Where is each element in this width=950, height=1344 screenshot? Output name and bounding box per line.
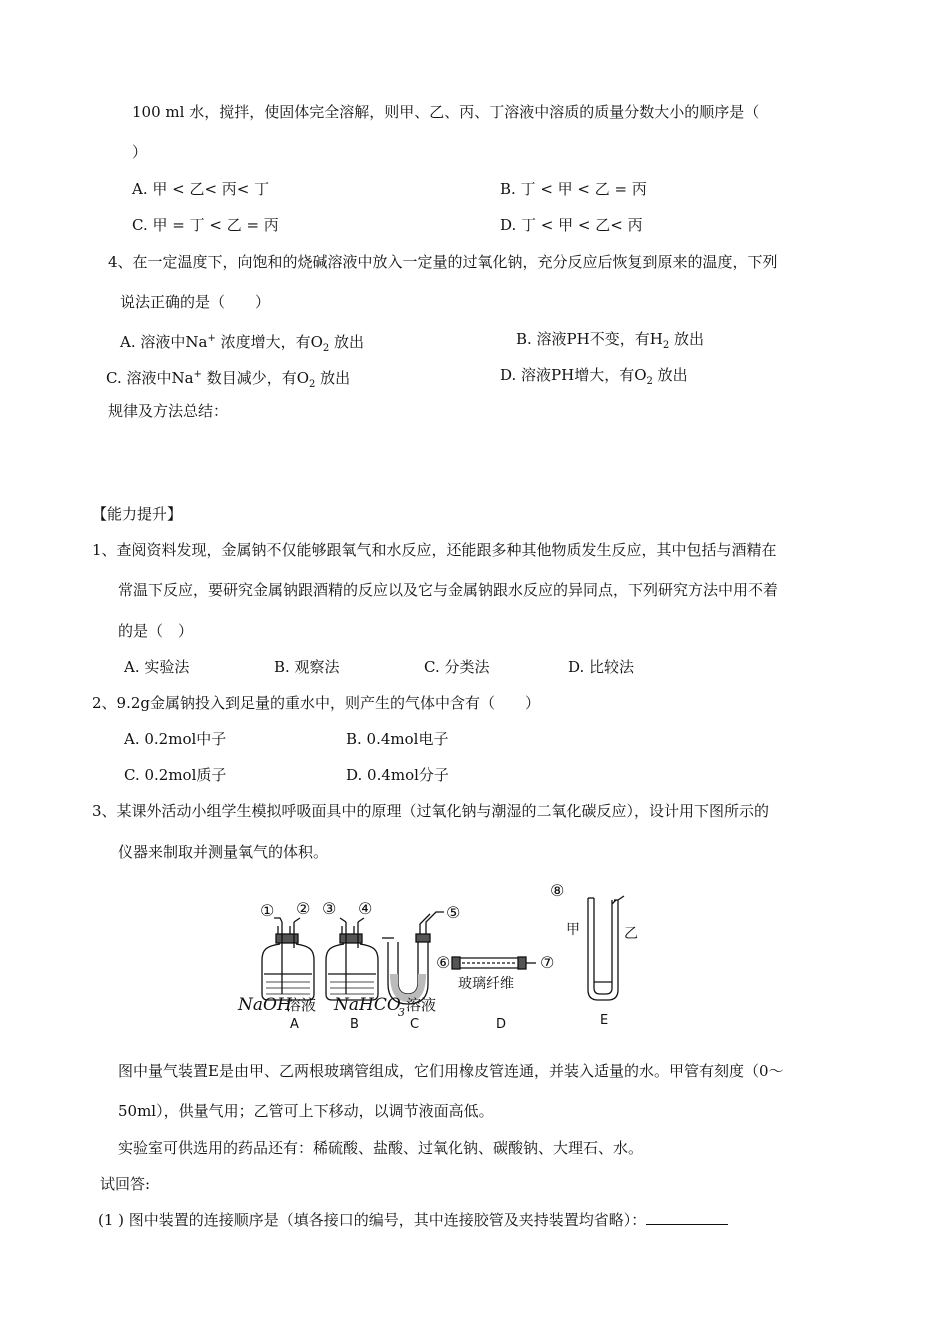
- port-5-label: ⑤: [446, 903, 461, 922]
- p3-ask: 试回答:: [100, 1175, 151, 1193]
- p1-option-a: A. 实验法: [124, 658, 190, 676]
- port-7-label: ⑦: [540, 953, 555, 972]
- q4-stem-line1: 4、在一定温度下，向饱和的烧碱溶液中放入一定量的过氧化钠，充分反应后恢复到原来的温度，下列: [108, 253, 778, 271]
- p1-option-d: D. 比较法: [568, 658, 635, 676]
- gas-burette-e: [588, 896, 624, 1000]
- tube-jia-label: 甲: [566, 922, 580, 938]
- p3-sub1: (1 ) 图中装置的连接顺序是（填各接口的编号，其中连接胶管及夹持装置均省略）：: [98, 1210, 728, 1230]
- p3-desc-line1: 图中量气装置E是由甲、乙两根玻璃管组成，它们用橡皮管连通，并装入适量的水。甲管有刻度（0～: [118, 1062, 784, 1080]
- q4-stem-line2: 说法正确的是（ ）: [120, 293, 271, 311]
- nahco3-solution-label: 溶液: [406, 996, 437, 1014]
- bottle-b: [326, 918, 378, 1000]
- q4-option-c: C. 溶液中Na+ 数目减少，有$O_2$ 放出: [106, 369, 351, 390]
- p2-option-d: D. 0.4mol分子: [346, 766, 449, 784]
- p1-stem-line1: 1、查阅资料发现，金属钠不仅能够跟氧气和水反应，还能跟多种其他物质发生反应，其中包括与酒精在: [92, 541, 777, 559]
- port-6-label: ⑥: [436, 953, 451, 972]
- tube-d: [452, 957, 536, 969]
- q3-cont-line2: ）: [132, 143, 148, 161]
- p2-stem: 2、9.2g金属钠投入到足量的重水中，则产生的气体中含有（ ）: [92, 694, 541, 712]
- apparatus-diagram: [230, 878, 670, 1033]
- naoh-solution-label: 溶液: [286, 996, 317, 1014]
- port-1-label: ①: [260, 901, 275, 920]
- q4-option-a: A. 溶液中Na+ 浓度增大，有$O_2$ 放出: [120, 333, 365, 354]
- label-d: D: [496, 1017, 507, 1032]
- p3-stem-line1: 3、某课外活动小组学生模拟呼吸面具中的原理（过氧化钠与潮湿的二氧化碳反应），设计用下图所示的: [92, 802, 770, 820]
- label-e: E: [600, 1013, 609, 1028]
- p3-stem-line2: 仪器来制取并测量氧气的体积。: [118, 843, 329, 861]
- q3-option-b: B. 丁 < 甲 < 乙 = 丙: [500, 180, 647, 198]
- p2-option-a: A. 0.2mol中子: [124, 730, 227, 748]
- answer-blank[interactable]: [646, 1210, 728, 1225]
- p1-option-b: B. 观察法: [274, 658, 340, 676]
- port-2-label: ②: [296, 899, 311, 918]
- port-8-label: ⑧: [550, 881, 565, 900]
- u-tube-c: [382, 912, 444, 1004]
- p1-option-c: C. 分类法: [424, 658, 490, 676]
- q3-option-a: A. 甲 < 乙< 丙< 丁: [132, 180, 270, 198]
- p3-desc-line2: 50ml），供量气用；乙管可上下移动，以调节液面高低。: [118, 1102, 494, 1120]
- p1-stem-line3: 的是（ ）: [118, 622, 194, 640]
- p2-option-b: B. 0.4mol电子: [346, 730, 449, 748]
- nahco3-subscript: 3: [398, 1006, 405, 1019]
- label-b: B: [350, 1017, 359, 1032]
- q4-option-d: D. 溶液PH增大，有$O_2$ 放出: [500, 366, 688, 387]
- label-c: C: [410, 1017, 420, 1032]
- naoh-label: NaOH: [238, 995, 292, 1015]
- p2-option-c: C. 0.2mol质子: [124, 766, 227, 784]
- label-a: A: [290, 1017, 299, 1032]
- p1-stem-line2: 常温下反应，要研究金属钠跟酒精的反应以及它与金属钠跟水反应的异同点，下列研究方法中用不着: [118, 581, 779, 599]
- p3-desc-line3: 实验室可供选用的药品还有：稀硫酸、盐酸、过氧化钠、碳酸钠、大理石、水。: [118, 1139, 644, 1157]
- port-4-label: ④: [358, 899, 373, 918]
- section-title: 【能力提升】: [92, 505, 183, 523]
- q4-option-b: B. 溶液PH不变，有$H_2$ 放出: [516, 330, 704, 351]
- glass-fiber-label: 玻璃纤维: [458, 976, 514, 992]
- summary-label: 规律及方法总结：: [108, 402, 229, 420]
- q3-option-c: C. 甲 = 丁 < 乙 = 丙: [132, 216, 279, 234]
- q3-option-d: D. 丁 < 甲 < 乙< 丙: [500, 216, 643, 234]
- bottle-a: [262, 918, 314, 1000]
- port-3-label: ③: [322, 899, 337, 918]
- nahco3-label: NaHCO: [334, 995, 401, 1015]
- tube-yi-label: 乙: [624, 926, 638, 942]
- q3-cont-line1: 100 ml 水，搅拌，使固体完全溶解，则甲、乙、丙、丁溶液中溶质的质量分数大小的顺序是（: [132, 103, 760, 121]
